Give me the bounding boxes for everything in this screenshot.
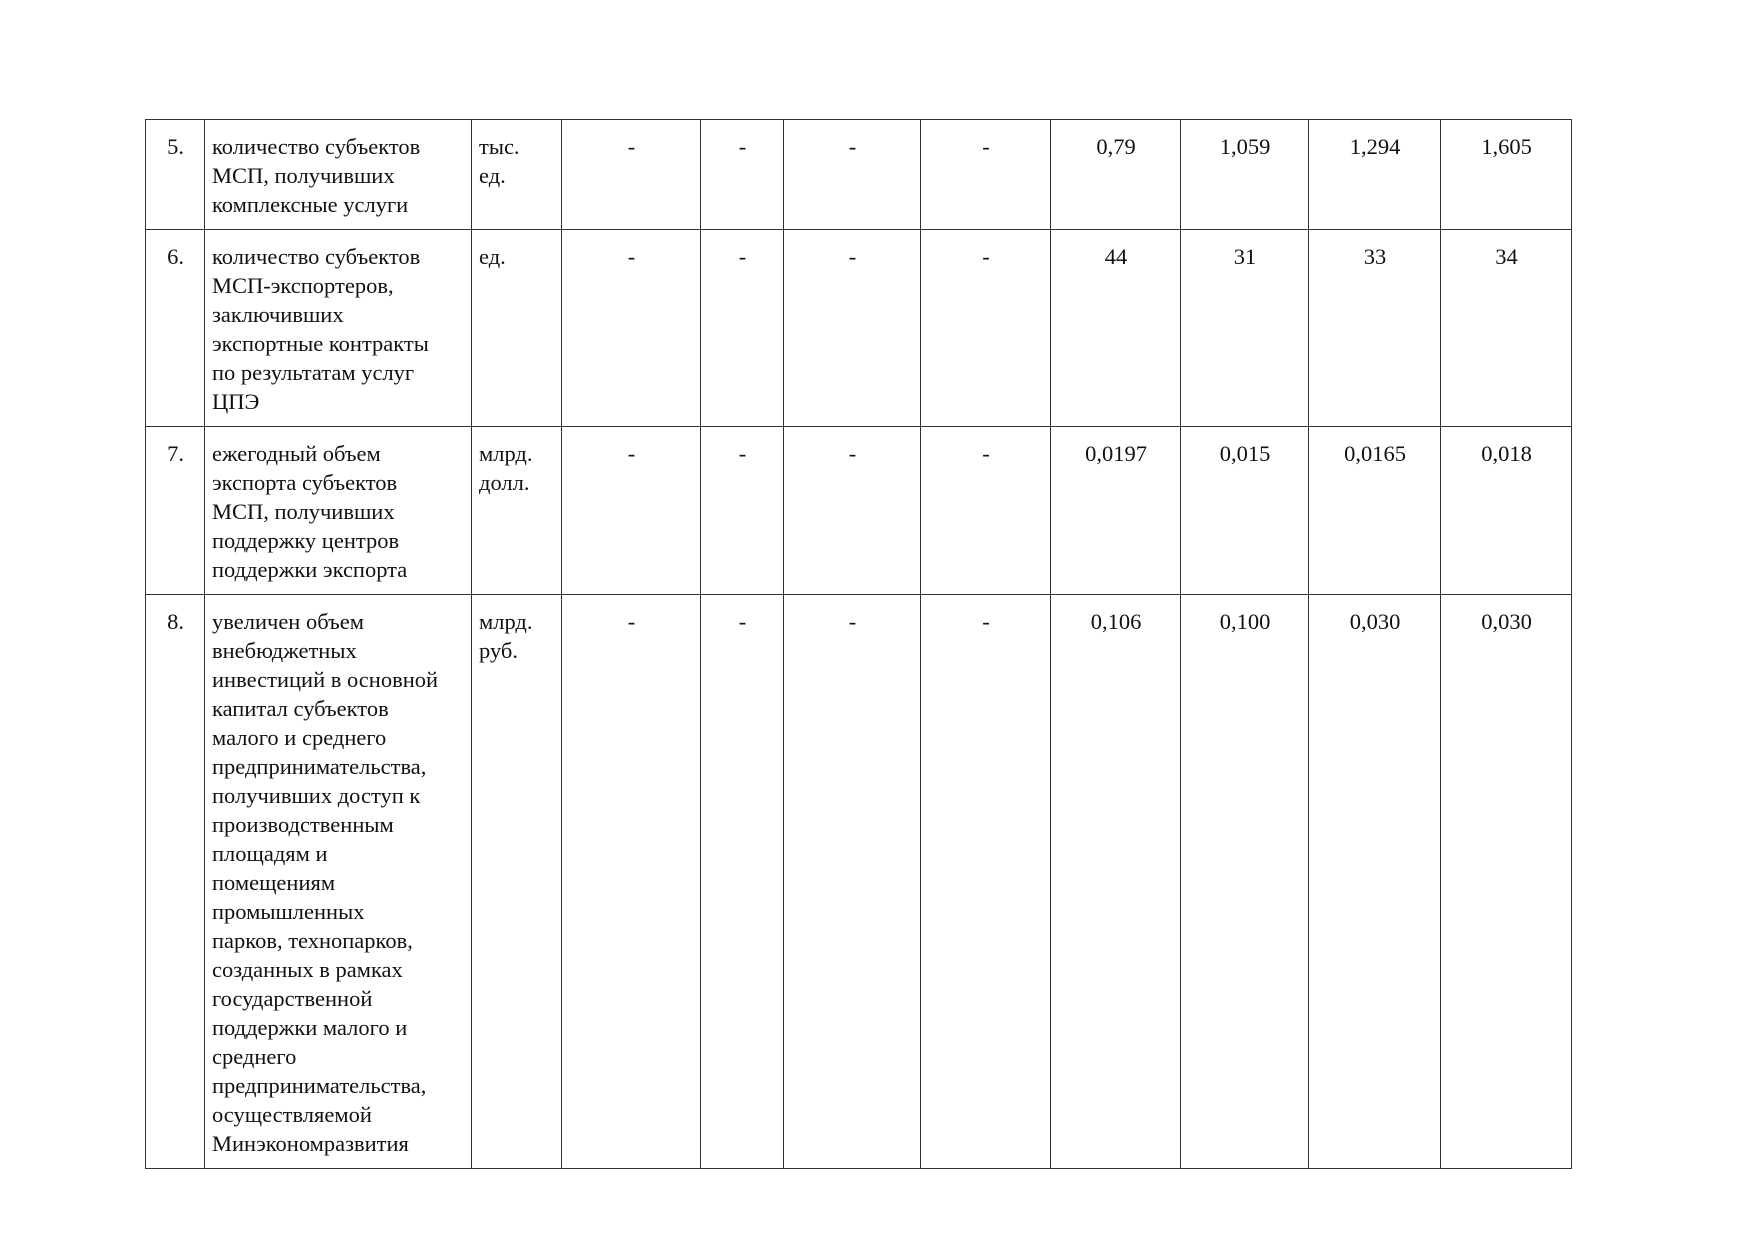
value-cell: 0,018 bbox=[1441, 427, 1572, 595]
value-cell: - bbox=[921, 595, 1051, 1169]
value-cell: - bbox=[921, 427, 1051, 595]
indicator-description: количество субъектов МСП, получивших комплексные услуги bbox=[205, 120, 472, 230]
value-cell: - bbox=[921, 230, 1051, 427]
unit-of-measure: тыс. ед. bbox=[472, 120, 562, 230]
value-cell: 0,100 bbox=[1181, 595, 1309, 1169]
table-row bbox=[146, 427, 1572, 595]
value-cell: - bbox=[701, 120, 784, 230]
value-cell: 44 bbox=[1051, 230, 1181, 427]
value-cell: - bbox=[784, 230, 921, 427]
value-cell: 0,0197 bbox=[1051, 427, 1181, 595]
value-cell: - bbox=[784, 595, 921, 1169]
value-cell: 1,605 bbox=[1441, 120, 1572, 230]
value-cell: 0,015 bbox=[1181, 427, 1309, 595]
value-cell: 0,030 bbox=[1309, 595, 1441, 1169]
value-cell: 1,294 bbox=[1309, 120, 1441, 230]
indicators-table bbox=[145, 119, 1572, 1169]
row-number: 6. bbox=[146, 230, 205, 427]
value-cell: - bbox=[562, 230, 701, 427]
value-cell: - bbox=[701, 595, 784, 1169]
value-cell: 1,059 bbox=[1181, 120, 1309, 230]
value-cell: 34 bbox=[1441, 230, 1572, 427]
value-cell: - bbox=[562, 595, 701, 1169]
value-cell: 0,106 bbox=[1051, 595, 1181, 1169]
value-cell: 0,79 bbox=[1051, 120, 1181, 230]
indicator-description: увеличен объем внебюджетных инвестиций в основной капитал субъектов малого и среднего предпринимательства, получивших доступ к производственным площадям и помещениям промышленных парков, технопарков, созданных в рамках государственной поддержки малого и среднего предпринимательства, осуществляемой Минэкономразвития bbox=[205, 595, 472, 1169]
value-cell: - bbox=[784, 427, 921, 595]
value-cell: - bbox=[701, 427, 784, 595]
value-cell: - bbox=[562, 120, 701, 230]
row-number: 8. bbox=[146, 595, 205, 1169]
indicator-description: ежегодный объем экспорта субъектов МСП, получивших поддержку центров поддержки экспорта bbox=[205, 427, 472, 595]
unit-of-measure: ед. bbox=[472, 230, 562, 427]
value-cell: - bbox=[701, 230, 784, 427]
value-cell: - bbox=[921, 120, 1051, 230]
table-row bbox=[146, 595, 1572, 1169]
value-cell: 33 bbox=[1309, 230, 1441, 427]
row-number: 7. bbox=[146, 427, 205, 595]
unit-of-measure: млрд. долл. bbox=[472, 427, 562, 595]
table-row bbox=[146, 120, 1572, 230]
value-cell: - bbox=[562, 427, 701, 595]
unit-of-measure: млрд. руб. bbox=[472, 595, 562, 1169]
value-cell: 31 bbox=[1181, 230, 1309, 427]
value-cell: 0,030 bbox=[1441, 595, 1572, 1169]
table-row bbox=[146, 230, 1572, 427]
row-number: 5. bbox=[146, 120, 205, 230]
value-cell: - bbox=[784, 120, 921, 230]
indicator-description: количество субъектов МСП-экспортеров, заключивших экспортные контракты по результатам услуг ЦПЭ bbox=[205, 230, 472, 427]
value-cell: 0,0165 bbox=[1309, 427, 1441, 595]
